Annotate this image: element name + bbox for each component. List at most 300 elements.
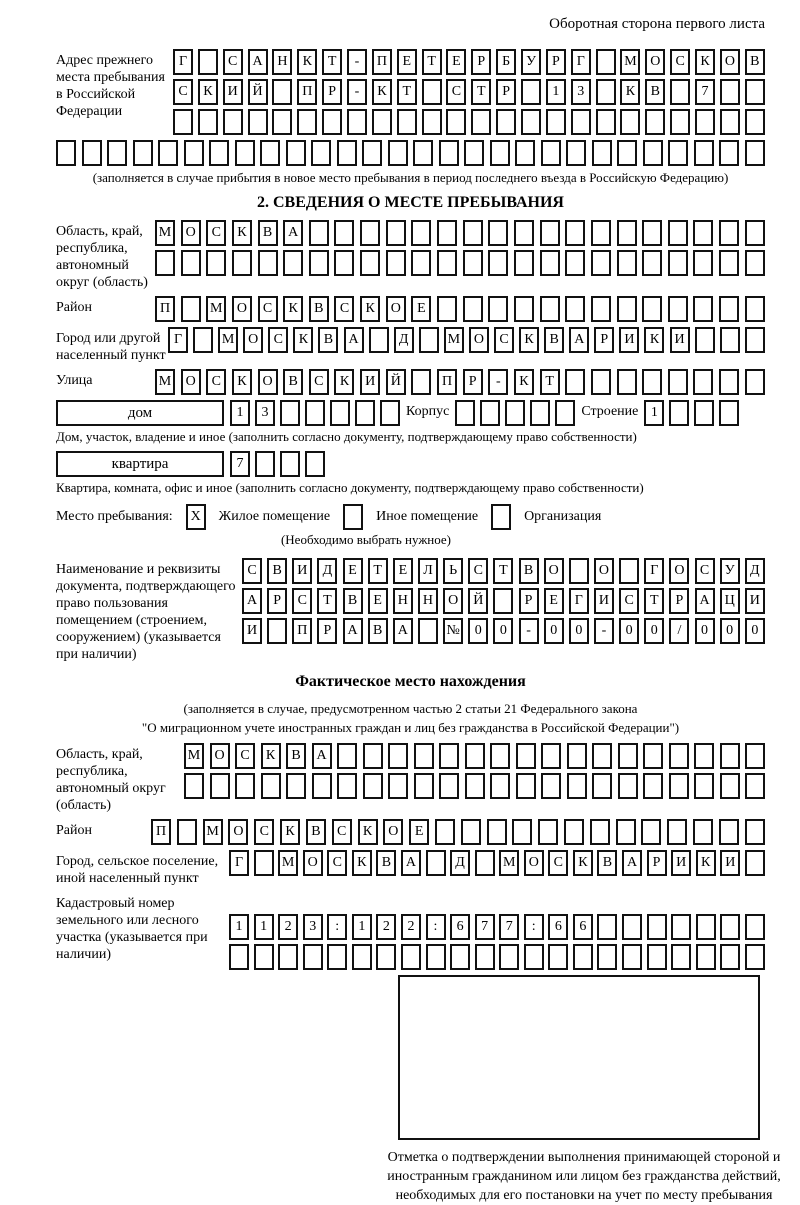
char-box: Г [168, 327, 188, 353]
char-box: 7 [230, 451, 250, 477]
char-box [386, 250, 406, 276]
char-box: В [645, 79, 665, 105]
char-box [565, 296, 585, 322]
char-box [334, 220, 354, 246]
char-box [541, 743, 561, 769]
char-box [297, 109, 317, 135]
char-box: О [181, 220, 201, 246]
actual-location-notes [56, 699, 765, 737]
char-box: О [669, 558, 689, 584]
char-box: К [573, 850, 593, 876]
apartment-number-row [230, 451, 325, 477]
char-box [645, 109, 665, 135]
char-box: Т [644, 588, 664, 614]
char-box [524, 944, 544, 970]
char-box [422, 109, 442, 135]
char-box [505, 400, 525, 426]
char-box [643, 743, 663, 769]
char-box: В [267, 558, 287, 584]
char-box [388, 140, 408, 166]
char-box: К [360, 296, 380, 322]
stay-option-other-label: Иное помещение [376, 509, 479, 524]
char-box: С [468, 558, 488, 584]
char-box [515, 140, 535, 166]
char-box [671, 944, 691, 970]
char-box: О [645, 49, 665, 75]
char-box [283, 250, 303, 276]
char-box [667, 819, 687, 845]
char-box: Р [647, 850, 667, 876]
char-box [254, 850, 274, 876]
char-box [617, 250, 637, 276]
char-box [696, 914, 716, 940]
char-box: 1 [229, 914, 249, 940]
actual-location-note-1: (заполняется в случае, предусмотренном частью 2 статьи 21 Федерального закона [183, 701, 638, 716]
char-box: С [235, 743, 255, 769]
char-box [376, 944, 396, 970]
char-box [620, 109, 640, 135]
char-box: К [358, 819, 378, 845]
char-box [450, 944, 470, 970]
char-box [414, 743, 434, 769]
char-box: В [544, 327, 564, 353]
char-box: С [206, 220, 226, 246]
char-box [597, 914, 617, 940]
char-box [719, 250, 739, 276]
char-box: О [210, 743, 230, 769]
char-box: Р [546, 49, 566, 75]
char-box: К [696, 850, 716, 876]
char-box: 1 [352, 914, 372, 940]
char-box [286, 140, 306, 166]
char-box: С [327, 850, 347, 876]
char-box [56, 140, 76, 166]
char-box [540, 250, 560, 276]
char-box: 2 [278, 914, 298, 940]
char-box: К [293, 327, 313, 353]
char-box: С [670, 49, 690, 75]
char-box [437, 250, 457, 276]
char-box: В [283, 369, 303, 395]
document-rows [242, 558, 765, 644]
char-box: В [318, 327, 338, 353]
char-box [745, 743, 765, 769]
char-box: Т [540, 369, 560, 395]
char-box: Р [471, 49, 491, 75]
char-box: 1 [230, 400, 250, 426]
char-box [413, 140, 433, 166]
char-box [745, 369, 765, 395]
char-box [720, 109, 740, 135]
char-box: О [303, 850, 323, 876]
char-box [232, 250, 252, 276]
char-box: Г [229, 850, 249, 876]
char-box [745, 296, 765, 322]
char-box: К [514, 369, 534, 395]
char-box [591, 250, 611, 276]
actual-district-label: Район [56, 823, 92, 838]
char-box [235, 140, 255, 166]
char-box: Т [493, 558, 513, 584]
actual-city-field [56, 850, 765, 887]
region-label: Область, край, республика, автономный округ (область) [56, 224, 148, 290]
char-box: 0 [619, 618, 639, 644]
char-box: О [469, 327, 489, 353]
char-box: - [519, 618, 539, 644]
char-box [512, 819, 532, 845]
char-box [286, 773, 306, 799]
char-box [475, 944, 495, 970]
char-box [254, 944, 274, 970]
stamp-caption: Отметка о подтверждении выполнения принимающей стороной и иностранным гражданином или лицом без гражданства действий, необходимых для его постановки на учет по месту пребывания [387, 1150, 781, 1203]
char-box [693, 819, 713, 845]
char-box: М [218, 327, 238, 353]
char-box [521, 79, 541, 105]
prev-address-row-3 [173, 109, 765, 135]
char-box [488, 220, 508, 246]
char-box [363, 773, 383, 799]
char-box: О [228, 819, 248, 845]
cadastre-field [56, 892, 765, 970]
char-box: М [155, 220, 175, 246]
char-box: К [372, 79, 392, 105]
char-box: Р [496, 79, 516, 105]
char-box: К [695, 49, 715, 75]
char-box: С [309, 369, 329, 395]
char-box [516, 773, 536, 799]
char-box [573, 944, 593, 970]
char-box [720, 773, 740, 799]
char-box [184, 773, 204, 799]
char-box: Н [418, 588, 438, 614]
char-box: Г [571, 49, 591, 75]
char-box: : [426, 914, 446, 940]
region-row-2 [155, 250, 765, 276]
char-box: С [242, 558, 262, 584]
prev-address-note: (заполняется в случае прибытия в новое место пребывания в период последнего въезда в Российскую Федерацию) [92, 170, 729, 185]
char-box: П [437, 369, 457, 395]
char-box [745, 109, 765, 135]
char-box: П [372, 49, 392, 75]
char-box: 6 [548, 914, 568, 940]
char-box: Т [317, 588, 337, 614]
section2-title: 2. СВЕДЕНИЯ О МЕСТЕ ПРЕБЫВАНИЯ [257, 194, 564, 211]
char-box: Н [393, 588, 413, 614]
char-box [181, 296, 201, 322]
char-box [362, 140, 382, 166]
char-box: Р [669, 588, 689, 614]
char-box: Т [322, 49, 342, 75]
char-box: О [181, 369, 201, 395]
char-box [745, 327, 765, 353]
char-box: К [644, 327, 664, 353]
char-box: : [327, 914, 347, 940]
district-label: Район [56, 300, 92, 315]
char-box: К [352, 850, 372, 876]
char-box [463, 220, 483, 246]
char-box: 0 [745, 618, 765, 644]
char-box: О [232, 296, 252, 322]
char-box: Г [569, 588, 589, 614]
char-box: В [519, 558, 539, 584]
char-box [670, 79, 690, 105]
char-box [248, 109, 268, 135]
char-box: Ь [443, 558, 463, 584]
char-box [514, 296, 534, 322]
char-box [592, 743, 612, 769]
stay-option-other-checkbox [343, 504, 363, 530]
char-box: А [401, 850, 421, 876]
char-box: С [494, 327, 514, 353]
actual-district-row [151, 819, 765, 845]
char-box [745, 773, 765, 799]
char-box [388, 773, 408, 799]
char-box: О [544, 558, 564, 584]
char-box [693, 369, 713, 395]
char-box [418, 618, 438, 644]
char-box [82, 140, 102, 166]
char-box [422, 79, 442, 105]
char-box: Р [594, 327, 614, 353]
char-box [471, 109, 491, 135]
char-box [360, 220, 380, 246]
char-box [642, 220, 662, 246]
char-box: Р [322, 79, 342, 105]
char-box: О [720, 49, 740, 75]
char-box [693, 296, 713, 322]
char-box: С [292, 588, 312, 614]
actual-region-label: Область, край, республика, автономный округ (область) [56, 747, 166, 813]
char-box [641, 819, 661, 845]
char-box [303, 944, 323, 970]
char-box: И [292, 558, 312, 584]
char-box [538, 819, 558, 845]
char-box [419, 327, 439, 353]
char-box [596, 49, 616, 75]
char-box: Р [519, 588, 539, 614]
char-box: К [232, 369, 252, 395]
char-box: 0 [569, 618, 589, 644]
char-box [278, 944, 298, 970]
char-box [464, 140, 484, 166]
char-box [596, 109, 616, 135]
char-box [426, 944, 446, 970]
char-box [719, 369, 739, 395]
char-box: А [248, 49, 268, 75]
actual-city-row [229, 850, 765, 876]
char-box [463, 296, 483, 322]
char-box [272, 109, 292, 135]
char-box: Д [394, 327, 414, 353]
char-box [493, 588, 513, 614]
char-box: - [347, 79, 367, 105]
char-box [596, 79, 616, 105]
char-box: В [258, 220, 278, 246]
char-box [439, 743, 459, 769]
char-box [311, 140, 331, 166]
char-box [206, 250, 226, 276]
char-box [260, 140, 280, 166]
char-box [337, 140, 357, 166]
char-box: А [695, 588, 715, 614]
char-box: С [268, 327, 288, 353]
char-box: Д [745, 558, 765, 584]
char-box [694, 743, 714, 769]
char-box [107, 140, 127, 166]
char-box: Т [397, 79, 417, 105]
char-box [258, 250, 278, 276]
char-box [591, 296, 611, 322]
char-box: 3 [571, 79, 591, 105]
char-box [158, 140, 178, 166]
char-box [465, 743, 485, 769]
char-box [567, 773, 587, 799]
char-box [397, 109, 417, 135]
char-box: О [258, 369, 278, 395]
char-box: В [309, 296, 329, 322]
char-box [488, 296, 508, 322]
char-box: Л [418, 558, 438, 584]
stay-option-residential-checkbox: X [186, 504, 206, 530]
char-box [618, 743, 638, 769]
char-box [548, 944, 568, 970]
city-field [56, 327, 765, 364]
char-box: Е [343, 558, 363, 584]
actual-city-label: Город, сельское поселение, иной населенный пункт [56, 854, 219, 886]
char-box: А [242, 588, 262, 614]
char-box [280, 400, 300, 426]
char-box: К [232, 220, 252, 246]
char-box: К [198, 79, 218, 105]
char-box [622, 944, 642, 970]
char-box [591, 220, 611, 246]
char-box [209, 140, 229, 166]
char-box: 1 [254, 914, 274, 940]
char-box [546, 109, 566, 135]
char-box: К [280, 819, 300, 845]
char-box [261, 773, 281, 799]
char-box: 0 [493, 618, 513, 644]
char-box [694, 140, 714, 166]
street-row [155, 369, 765, 395]
char-box: О [386, 296, 406, 322]
char-box: С [332, 819, 352, 845]
char-box [670, 109, 690, 135]
char-box [622, 914, 642, 940]
char-box [720, 743, 740, 769]
char-box [745, 914, 765, 940]
char-box: Й [468, 588, 488, 614]
char-box [475, 850, 495, 876]
house-row [56, 400, 765, 426]
char-box: Ц [720, 588, 740, 614]
region-field [56, 220, 765, 291]
char-box: Р [267, 588, 287, 614]
char-box: Е [368, 588, 388, 614]
char-box [155, 250, 175, 276]
cadastre-row-1 [229, 914, 765, 940]
char-box [617, 296, 637, 322]
char-box [312, 773, 332, 799]
char-box [426, 850, 446, 876]
char-box [617, 220, 637, 246]
char-box [490, 140, 510, 166]
char-box [565, 250, 585, 276]
stroenie-label: Строение [581, 404, 639, 419]
char-box: К [620, 79, 640, 105]
char-box [414, 773, 434, 799]
char-box [668, 296, 688, 322]
char-box [309, 220, 329, 246]
char-box: - [347, 49, 367, 75]
char-box: А [569, 327, 589, 353]
char-box [618, 773, 638, 799]
house-type-box: дом [56, 400, 224, 426]
stay-option-organization-checkbox [491, 504, 511, 530]
char-box [719, 220, 739, 246]
char-box [671, 914, 691, 940]
char-box [488, 250, 508, 276]
char-box [693, 250, 713, 276]
actual-district-field [56, 819, 765, 845]
document-label: Наименование и реквизиты документа, подтверждающего право пользования помещением (строением, сооружением) (указывается при наличии) [56, 562, 236, 662]
char-box: И [223, 79, 243, 105]
actual-region-field [56, 743, 765, 814]
char-box [369, 327, 389, 353]
char-box [694, 773, 714, 799]
prev-address-label: Адрес прежнего места пребывания в Российской Федерации [56, 53, 165, 119]
char-box [490, 773, 510, 799]
char-box: 0 [695, 618, 715, 644]
char-box: В [306, 819, 326, 845]
char-box [745, 140, 765, 166]
char-box: А [622, 850, 642, 876]
char-box [720, 327, 740, 353]
char-box: В [745, 49, 765, 75]
char-box [487, 819, 507, 845]
char-box: С [206, 369, 226, 395]
char-box: О [594, 558, 614, 584]
char-box [439, 140, 459, 166]
char-box: У [720, 558, 740, 584]
char-box: С [695, 558, 715, 584]
char-box [643, 140, 663, 166]
char-box: К [519, 327, 539, 353]
char-box: Г [173, 49, 193, 75]
char-box [668, 250, 688, 276]
char-box [647, 914, 667, 940]
char-box [719, 296, 739, 322]
char-box: 0 [720, 618, 740, 644]
char-box: А [344, 327, 364, 353]
char-box [305, 451, 325, 477]
char-box [669, 400, 689, 426]
char-box: М [203, 819, 223, 845]
stroenie-row [644, 400, 739, 426]
char-box [619, 558, 639, 584]
house-number-row [230, 400, 400, 426]
char-box [745, 79, 765, 105]
cadastre-row-2 [229, 944, 765, 970]
char-box [267, 618, 287, 644]
char-box [647, 944, 667, 970]
char-box: 6 [573, 914, 593, 940]
char-box [347, 109, 367, 135]
char-box: Й [248, 79, 268, 105]
char-box: О [383, 819, 403, 845]
district-row [155, 296, 765, 322]
char-box: И [242, 618, 262, 644]
